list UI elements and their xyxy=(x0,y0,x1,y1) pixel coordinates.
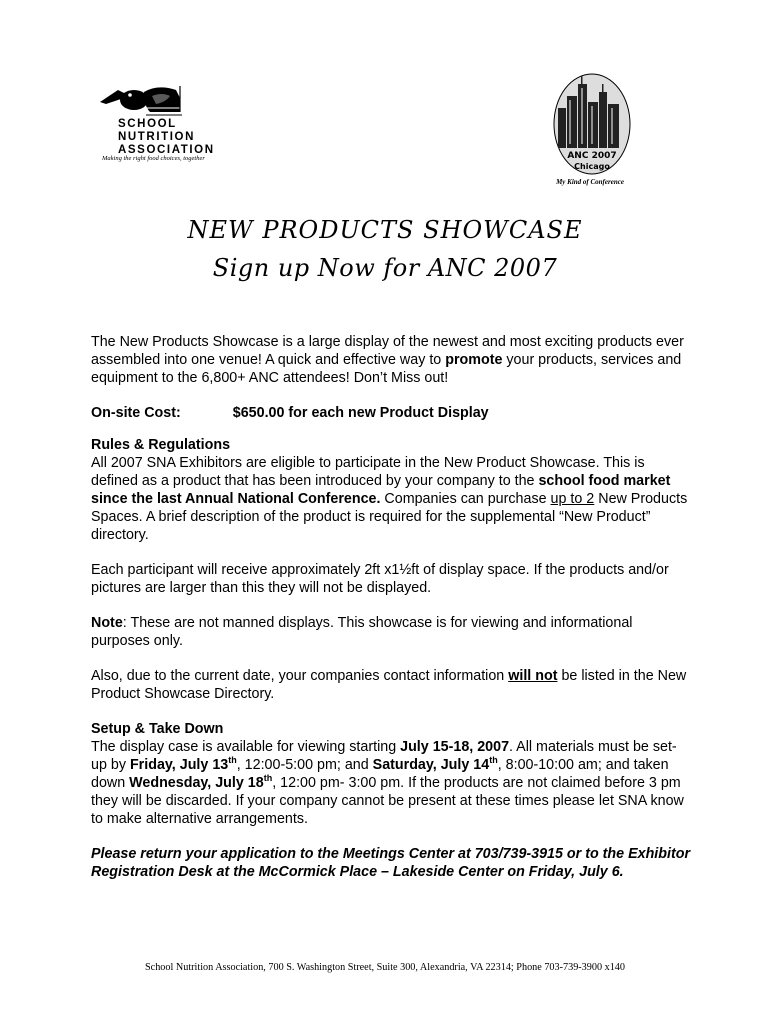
cost-label: On-site Cost: xyxy=(91,405,181,421)
conference-motto: My Kind of Conference xyxy=(556,178,624,186)
footer-address: School Nutrition Association, 700 S. Washington Street, Suite 300, Alexandria, VA 22314; Phone 703-739-3900 x140 xyxy=(145,962,625,973)
note-paragraph: Note: These are not manned displays. This showcase is for viewing and informational purposes only. xyxy=(91,615,633,649)
cost-value: $650.00 for each new Product Display xyxy=(232,405,489,421)
setup-paragraph: The display case is available for viewing starting July 15-18, 2007. All materials must be set-up by Friday, July 13th, 12:00-5:00 pm; and Saturday, July 14th, 8:00-10:00 am; and taken down Wednesday, July 18th, 12:00 pm- 3:00 pm. If the products are not claimed before 3 pm they will be discarded. If your company cannot be present at these times please let SNA know to make alternative arrangements. xyxy=(91,739,684,827)
setup-heading: Setup & Take Down xyxy=(91,721,224,737)
sna-logo xyxy=(96,82,246,172)
rules-heading: Rules & Regulations xyxy=(91,437,231,453)
anc-2007-logo xyxy=(540,70,640,190)
svg-text:Chicago: Chicago xyxy=(574,162,610,171)
svg-text:ANC 2007: ANC 2007 xyxy=(567,151,617,161)
rules-paragraph: All 2007 SNA Exhibitors are eligible to participate in the New Product Showcase. This is defined as a product that has been introduced by your company to the school food market since the last Annual National Conference. Companies can purchase up to 2 New Products Spaces. A brief description of the product is required for the supplemental “New Product” directory. xyxy=(91,455,688,543)
space-paragraph: Each participant will receive approximately 2ft x1½ft of display space. If the products and/or pictures are larger than this they will not be displayed. xyxy=(91,562,669,596)
organization-name: SCHOOL NUTRITION ASSOCIATION xyxy=(118,118,215,156)
page-subtitle: Sign up Now for ANC 2007 xyxy=(212,254,558,282)
intro-paragraph: The New Products Showcase is a large display of the newest and most exciting products ever assembled into one venue! A quick and effective way to promote your products, services and equipment to the 6,800+ ANC attendees! Don’t Miss out! xyxy=(91,334,684,386)
document-body xyxy=(91,333,691,881)
logo-tagline: Making the right food choices, together xyxy=(102,155,205,162)
return-instructions: Please return your application to the Meetings Center at 703/739-3915 or to the Exhibitor Registration Desk at the McCormick Place – Lakeside Center on Friday, July 6. xyxy=(91,846,691,880)
contact-paragraph: Also, due to the current date, your companies contact information will not be listed in the New Product Showcase Directory. xyxy=(91,668,687,702)
chicago-skyline-icon xyxy=(540,70,640,178)
pelican-icon xyxy=(96,82,186,122)
cost-line xyxy=(91,404,691,422)
page-title: NEW PRODUCTS SHOWCASE xyxy=(187,216,583,244)
